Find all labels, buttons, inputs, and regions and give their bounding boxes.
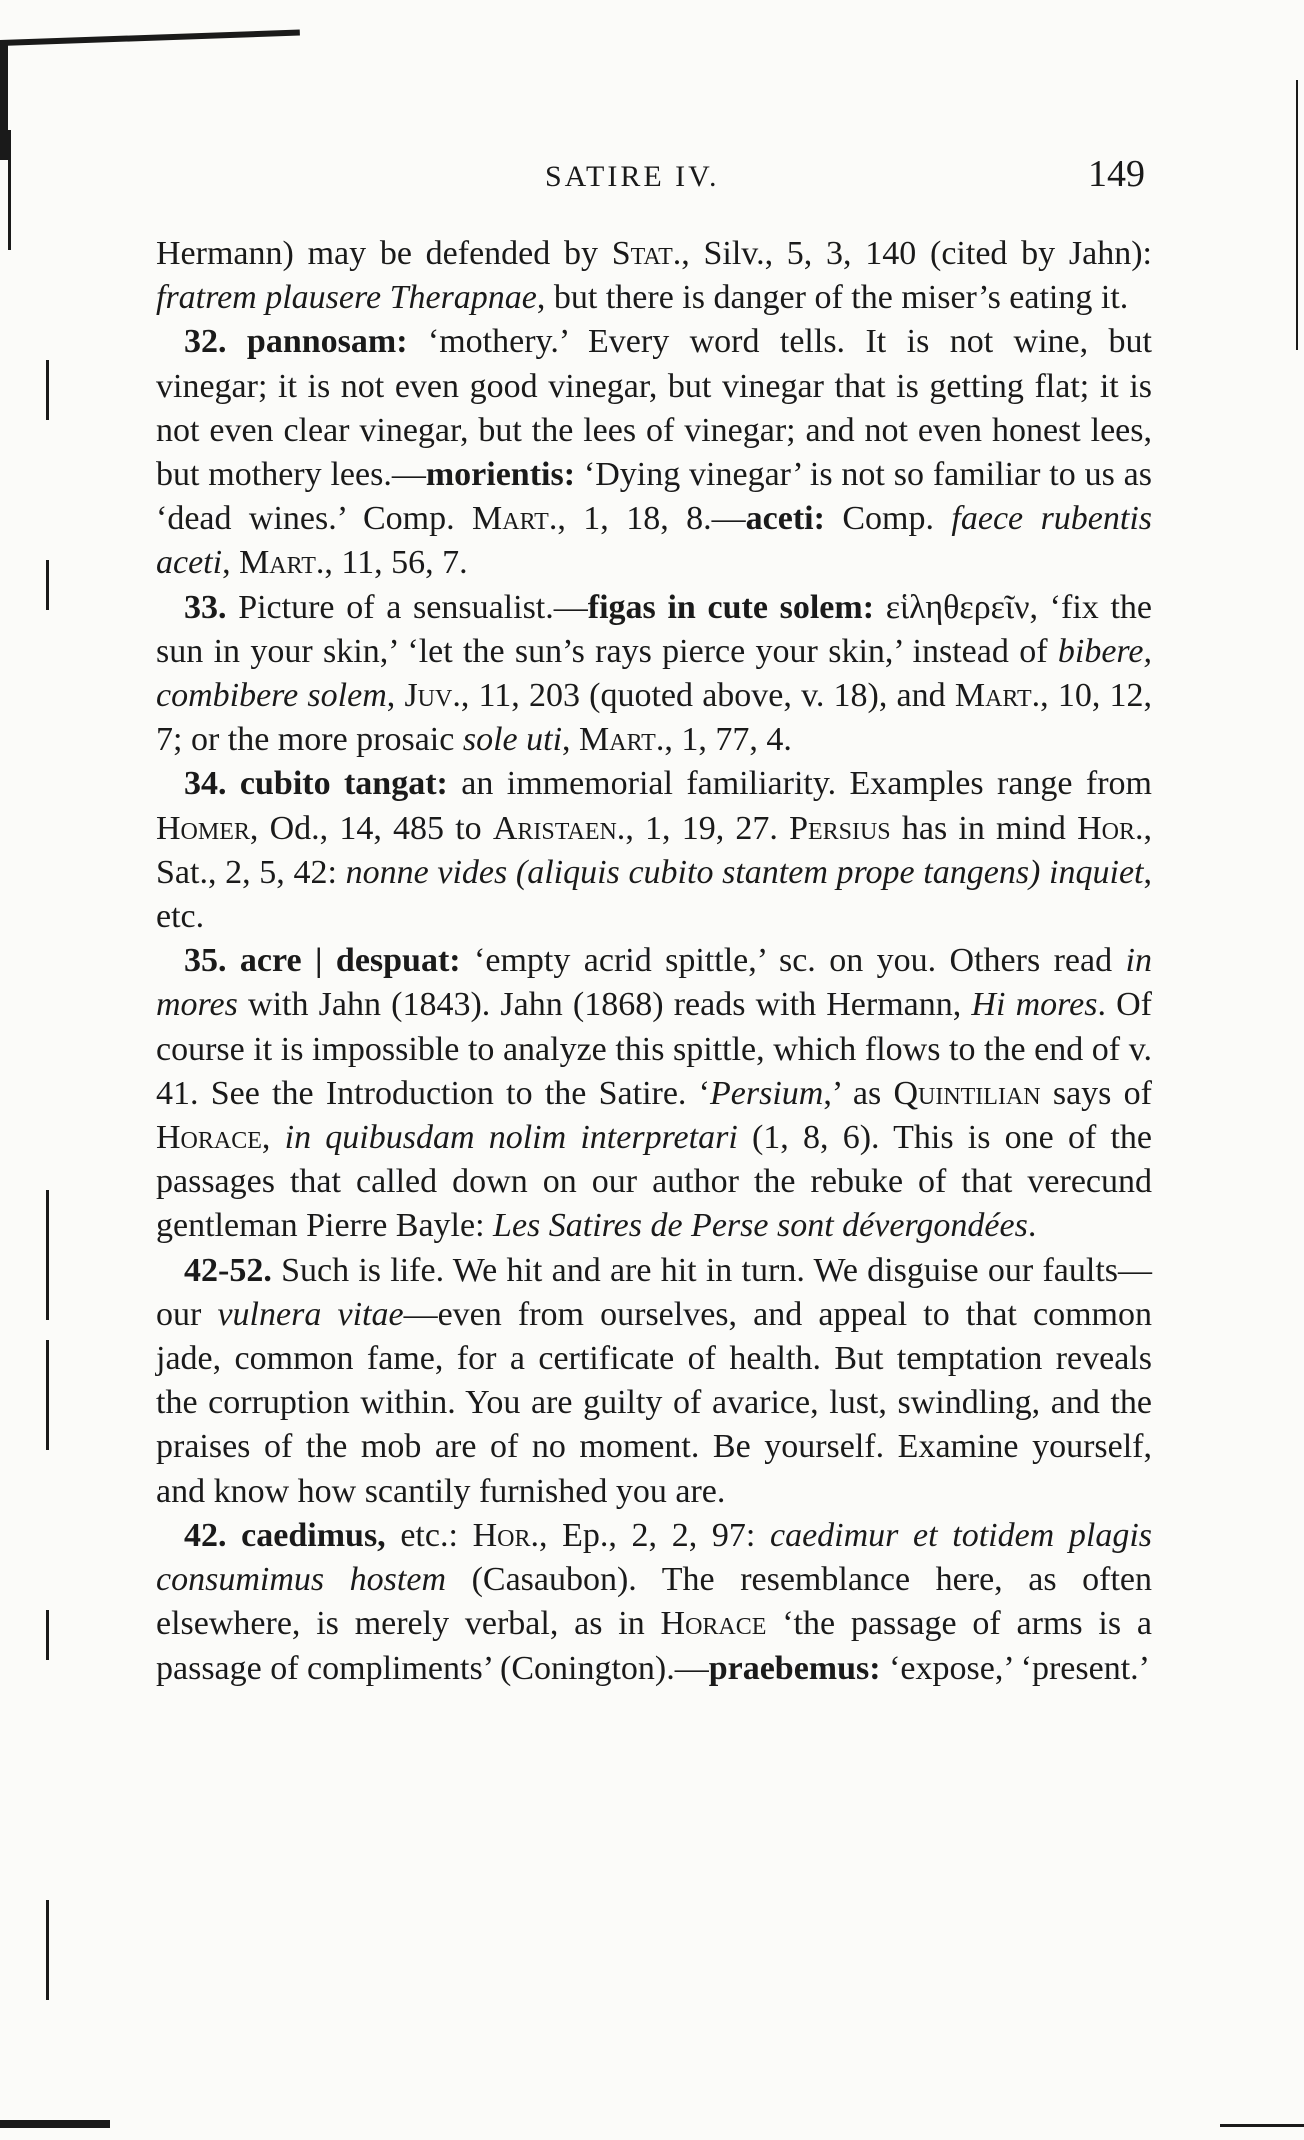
text-run: etc.: — [385, 1516, 473, 1554]
author-reference: Stat. — [611, 235, 682, 272]
text-run: an immemorial familiarity. Examples range from — [447, 765, 1152, 803]
note-number: 34. — [184, 765, 240, 803]
text-run: has in mind — [890, 809, 1078, 847]
text-run: , but there is danger of the miser’s eating it. — [536, 279, 1129, 317]
scan-edge-mark — [8, 130, 11, 250]
scan-edge-mark-vertical — [0, 40, 8, 160]
text-run: (Casaubon). The resemblance here, as often elsewhere, is merely verbal, as in — [156, 1561, 1152, 1643]
text-run: , 1, 77, 4. — [664, 721, 792, 759]
text-run: εἱληθερεῖν, ‘fix the sun in your skin,’ ‘let the sun’s rays pierce your skin,’ instead of — [156, 588, 1152, 670]
author-reference: Hor. — [1077, 809, 1144, 847]
quotation: fratrem plausere Therapnae — [156, 279, 537, 317]
text-run: . Of course it is impossible to analyze this spittle, which flows to the end of v. 41. See the Introduction to the Satire. ‘ — [156, 986, 1152, 1112]
text-run: , — [261, 1119, 285, 1157]
note-n35 — [156, 939, 1152, 1248]
note-number: 35. — [184, 942, 240, 980]
lemma: cubito tangat: — [239, 765, 448, 803]
text-run: ‘the passage of arms is a passage of compliments’ (Conington).— — [156, 1605, 1152, 1687]
page-number: 149 — [1088, 153, 1145, 195]
text-run: Comp. — [824, 500, 952, 538]
quotation: faece rubentis aceti — [156, 500, 1153, 582]
text-run: ‘mothery.’ Every word tells. It is not wine, but vinegar; it is not even good vinegar, but vinegar that is getting flat; it is not even clear vinegar, but the lees of vinegar; and not even honest lees, but mothery lees.— — [156, 323, 1152, 494]
scan-edge-mark — [46, 1610, 49, 1660]
quotation: in mores — [156, 942, 1152, 1024]
scan-edge-mark-top — [0, 30, 300, 46]
note-n42 — [156, 1514, 1152, 1691]
note-n34 — [156, 762, 1152, 939]
lemma: caedimus, — [241, 1516, 386, 1554]
text-run: ,’ as — [823, 1074, 894, 1112]
lemma: pannosam: — [246, 323, 408, 361]
text-run: ‘empty acrid spittle,’ sc. on you. Others read — [460, 942, 1126, 980]
author-reference: Horace — [156, 1119, 262, 1157]
quotation: sole uti — [462, 721, 563, 759]
note-number: 42-52. — [184, 1251, 282, 1289]
text-run: Such is life. We hit and are hit in turn. We disguise our faults—our — [156, 1251, 1153, 1333]
quotation: bibere, combibere solem — [156, 632, 1152, 715]
quotation: nonne vides (aliquis cubito stantem prope tangens) inquiet — [345, 853, 1144, 891]
text-run: says of — [1040, 1074, 1152, 1112]
text-run: . — [1027, 1207, 1037, 1245]
scan-edge-mark — [46, 560, 49, 610]
text-run: , Ep., 2, 2, 97: — [538, 1516, 770, 1554]
note-number: 33. — [184, 588, 239, 626]
lemma: acre | despuat: — [239, 942, 461, 980]
lemma: figas in cute solem: — [587, 588, 875, 626]
quotation: vulnera vitae — [217, 1295, 404, 1333]
author-reference: Homer — [156, 809, 250, 847]
lemma: praebemus: — [708, 1649, 881, 1687]
author-reference: Horace — [660, 1605, 767, 1643]
note-number: 32. — [184, 323, 247, 361]
commentary-text — [156, 232, 1152, 1691]
note-n33 — [156, 586, 1152, 763]
text-run: , 1, 18, 8.— — [557, 500, 746, 538]
scan-edge-mark — [46, 360, 49, 420]
author-reference: Aristaen. — [492, 809, 626, 847]
scan-edge-mark-bottom-right — [1220, 2124, 1304, 2127]
text-run: , 11, 56, 7. — [324, 544, 468, 582]
lemma: morientis: — [425, 456, 576, 494]
note-n42-52 — [156, 1249, 1152, 1514]
quotation: Les Satires de Perse sont dévergondées — [493, 1207, 1028, 1245]
quotation: caedimur et totidem plagis consumimus hostem — [156, 1516, 1153, 1599]
scan-edge-mark — [46, 1900, 49, 2000]
text-run: Picture of a sensualist.— — [238, 588, 588, 626]
author-reference: Mart. — [472, 500, 558, 538]
text-run: , Sat., 2, 5, 42: — [156, 809, 1152, 891]
scan-edge-mark-bottom — [0, 2120, 110, 2128]
author-reference: Quintilian — [893, 1074, 1041, 1112]
text-run: ‘Dying vinegar’ is not so familiar to us as ‘dead wines.’ Comp. — [156, 456, 1152, 538]
text-run: , 10, 12, 7; or the more prosaic — [156, 677, 1153, 759]
text-run: , 11, 203 (quoted above, v. 18), and — [460, 677, 955, 715]
text-run: , 1, 19, 27. — [625, 809, 790, 847]
author-reference: Hor. — [472, 1516, 539, 1554]
text-run: , — [562, 721, 580, 759]
lemma: aceti: — [745, 500, 825, 538]
note-n32 — [156, 320, 1152, 585]
text-run: —even from ourselves, and appeal to that common jade, common fame, for a certificate of health. But temptation reveals the corruption within. You are guilty of avarice, lust, swindling, and the praises of the mob are of no moment. Be yourself. Examine yourself, and know how scantily furnished you are. — [156, 1295, 1152, 1510]
quotation: Persium — [710, 1074, 824, 1112]
text-run: , Od., 14, 485 to — [249, 809, 493, 847]
quotation: in quibusdam nolim interpretari — [284, 1119, 738, 1157]
scan-edge-mark-right — [1296, 80, 1298, 350]
text-run: (1, 8, 6). This is one of the passages that called down on our author the rebuke of that verecund gentleman Pierre Bayle: — [156, 1119, 1153, 1245]
text-run: ‘expose,’ ‘present.’ — [880, 1649, 1150, 1687]
running-title: SATIRE IV. — [545, 160, 720, 193]
text-run: , Silv., 5, 3, 140 (cited by Jahn): — [681, 235, 1152, 272]
text-run: Hermann) may be defended by — [156, 235, 612, 272]
scan-edge-mark — [46, 1340, 49, 1450]
scan-edge-mark — [46, 1190, 49, 1320]
text-run: with Jahn (1843). Jahn (1868) reads with Hermann, — [237, 986, 972, 1024]
text-run: , etc. — [156, 853, 1152, 936]
text-run: , — [386, 677, 405, 715]
text-run: , — [222, 544, 240, 582]
author-reference: Persius — [789, 809, 891, 847]
author-reference: Juv. — [404, 677, 461, 715]
author-reference: Mart. — [954, 677, 1041, 715]
author-reference: Mart. — [239, 544, 325, 582]
quotation: Hi mores — [971, 986, 1098, 1024]
note-cont — [156, 232, 1152, 320]
note-number: 42. — [184, 1516, 242, 1554]
author-reference: Mart. — [579, 721, 665, 759]
